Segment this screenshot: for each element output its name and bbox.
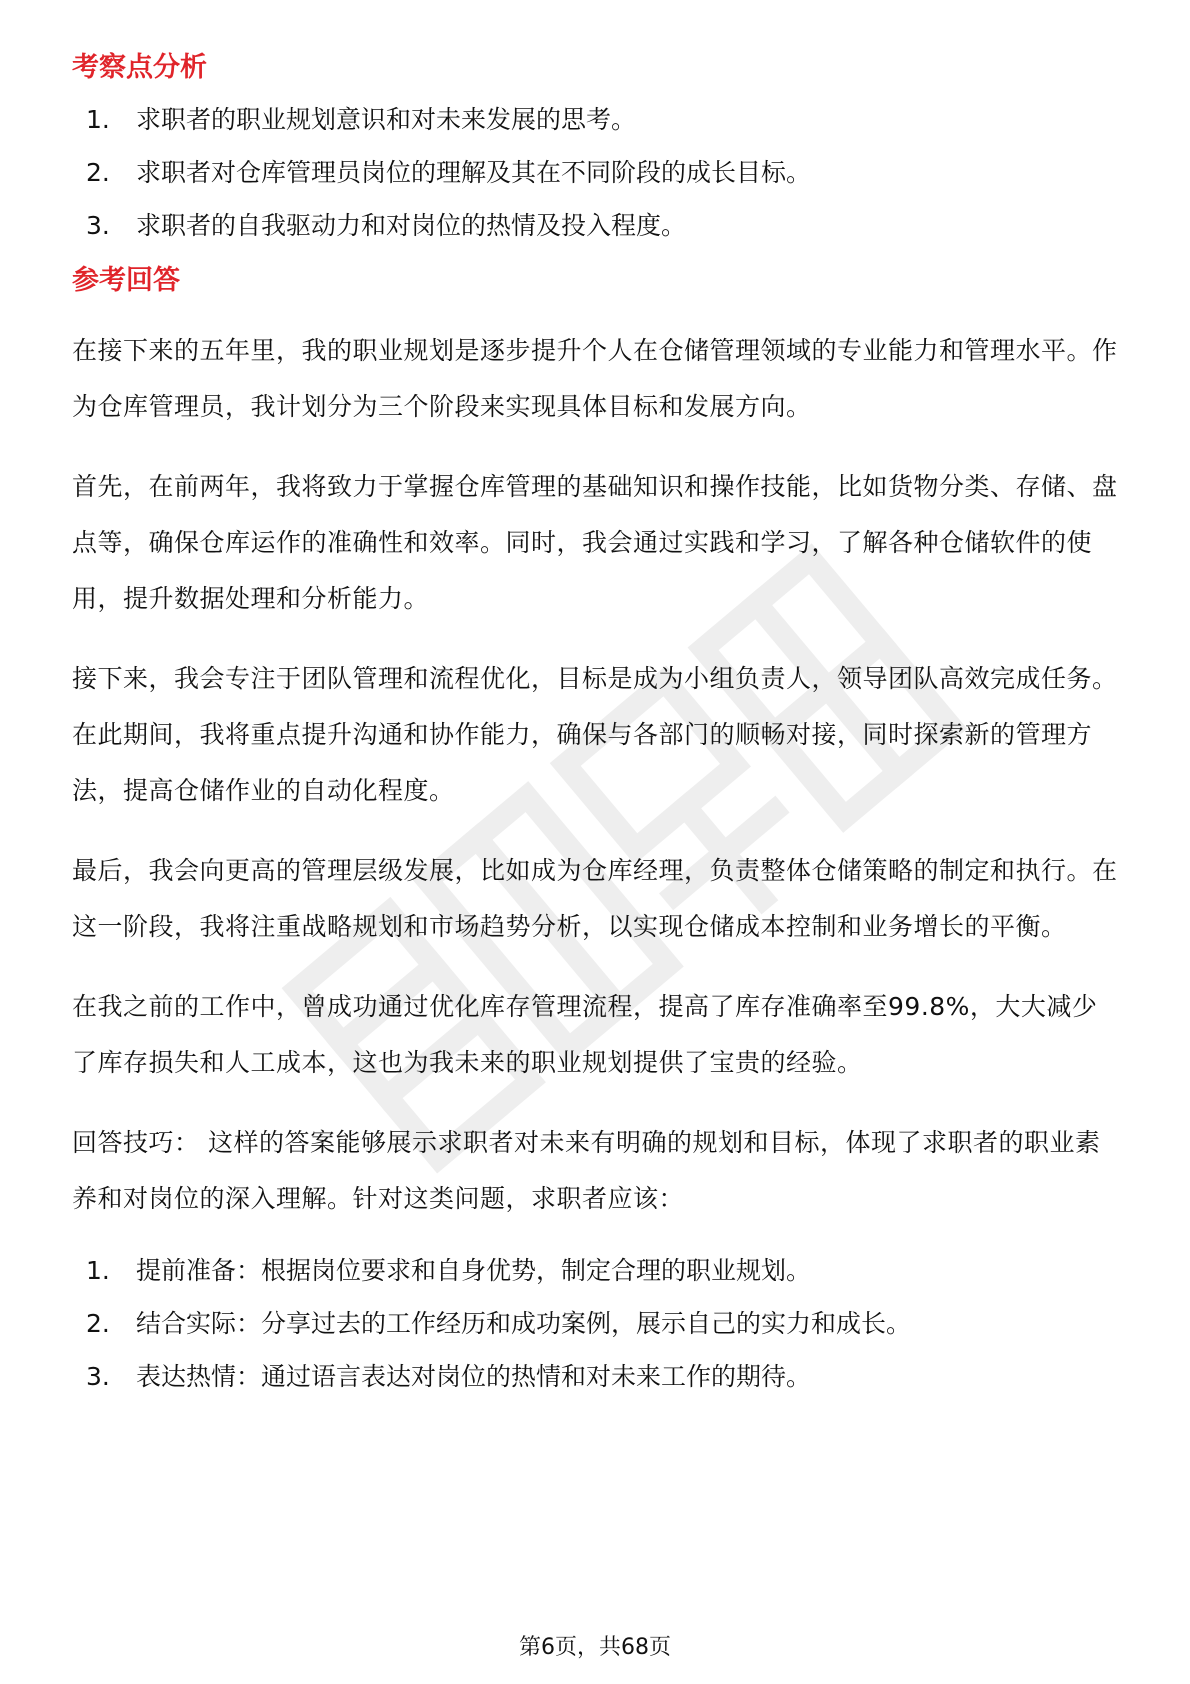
- list-item-text: 提前准备：根据岗位要求和自身优势，制定合理的职业规划。: [136, 1256, 812, 1285]
- section-title-answer: 参考回答: [72, 265, 180, 296]
- list-item-text: 求职者的自我驱动力和对岗位的热情及投入程度。: [136, 211, 687, 240]
- list-item-number: 1.: [86, 105, 110, 134]
- list-item: [72, 1306, 1122, 1342]
- answer-paragraph: 最后，我会向更高的管理层级发展，比如成为仓库经理，负责整体仓储策略的制定和执行。在这一阶段，我将注重战略规划和市场趋势分析，以实现仓储成本控制和业务增长的平衡。: [72, 856, 1118, 941]
- tips-list: [72, 1253, 1122, 1395]
- list-item-number: 3.: [86, 1362, 110, 1391]
- page-footer: 第6页，共68页: [519, 1635, 671, 1660]
- answer-paragraph: 首先，在前两年，我将致力于掌握仓库管理的基础知识和操作技能，比如货物分类、存储、盘点等，确保仓库运作的准确性和效率。同时，我会通过实践和学习，了解各种仓储软件的使用，提升数据处理和分析能力。: [72, 472, 1118, 613]
- list-item-number: 2.: [86, 158, 110, 187]
- list-item-number: 2.: [86, 1309, 110, 1338]
- list-item-text: 求职者对仓库管理员岗位的理解及其在不同阶段的成长目标。: [136, 158, 812, 187]
- content-area: [72, 48, 1122, 1412]
- list-item: [72, 155, 1122, 191]
- list-item: [72, 1359, 1122, 1395]
- list-item-text: 表达热情：通过语言表达对岗位的热情和对未来工作的期待。: [136, 1362, 812, 1391]
- answer-paragraph: 在接下来的五年里，我的职业规划是逐步提升个人在仓储管理领域的专业能力和管理水平。作为仓库管理员，我计划分为三个阶段来实现具体目标和发展方向。: [72, 336, 1118, 421]
- tips-paragraph: 回答技巧： 这样的答案能够展示求职者对未来有明确的规划和目标，体现了求职者的职业素养和对岗位的深入理解。针对这类问题，求职者应该：: [72, 1128, 1101, 1213]
- list-item: [72, 1253, 1122, 1289]
- list-item-number: 3.: [86, 211, 110, 240]
- list-item-text: 求职者的职业规划意识和对未来发展的思考。: [136, 105, 637, 134]
- list-item-number: 1.: [86, 1256, 110, 1285]
- list-item: [72, 102, 1122, 138]
- list-item-text: 结合实际：分享过去的工作经历和成功案例，展示自己的实力和成长。: [136, 1309, 912, 1338]
- list-item: [72, 208, 1122, 244]
- section-title-analysis: 考察点分析: [72, 52, 207, 83]
- answer-paragraph: 在我之前的工作中，曾成功通过优化库存管理流程，提高了库存准确率至99.8%，大大减少了库存损失和人工成本，这也为我未来的职业规划提供了宝贵的经验。: [72, 992, 1098, 1077]
- analysis-list: [72, 102, 1122, 244]
- answer-paragraph: 接下来，我会专注于团队管理和流程优化，目标是成为小组负责人，领导团队高效完成任务。在此期间，我将重点提升沟通和协作能力，确保与各部门的顺畅对接，同时探索新的管理方法，提高仓储作业的自动化程度。: [72, 664, 1118, 805]
